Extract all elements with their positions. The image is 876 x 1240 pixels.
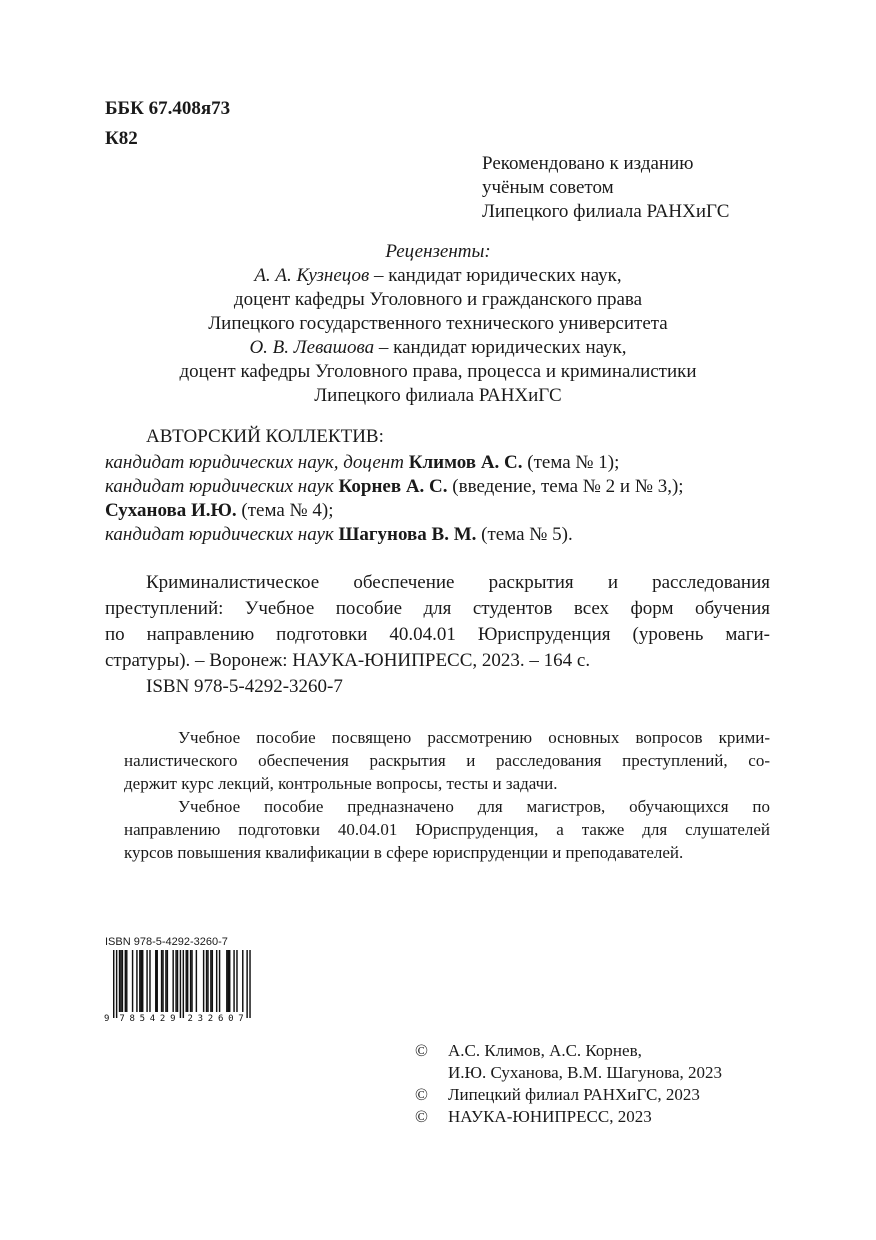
reviewer-2 [0, 337, 876, 359]
author-3 [105, 500, 334, 522]
reviewer-1-title: – кандидат юридических наук, [369, 265, 622, 286]
bbk-code: ББК 67.408я73 [105, 98, 231, 119]
reviewer-2-affiliation: Липецкого филиала РАНХиГС [314, 385, 562, 406]
barcode-bar [212, 950, 213, 1012]
barcode-bar [162, 950, 163, 1012]
barcode-bar [122, 950, 123, 1012]
barcode-bar [210, 950, 211, 1012]
barcode-icon [103, 950, 255, 1022]
barcode-bar [206, 950, 207, 1012]
barcode-digit: 5 [139, 1014, 146, 1022]
barcode-bar [119, 950, 120, 1012]
barcode-bar [207, 950, 208, 1012]
reviewers-heading: Рецензенты: [385, 241, 491, 262]
barcode-bar [136, 950, 137, 1012]
annotation-p1-line-2: налистического обеспечения раскрытия и расследования преступлений, со- [124, 751, 770, 770]
copyright-publisher: НАУКА-ЮНИПРЕСС, 2023 [448, 1107, 652, 1126]
author-2-name: Корнев А. С. [338, 476, 448, 497]
barcode-bar [113, 950, 114, 1018]
barcode-bar [139, 950, 140, 1012]
barcode-digit: 3 [197, 1014, 204, 1022]
bib-isbn: ISBN 978-5-4292-3260-7 [146, 676, 343, 697]
author-mark: К82 [105, 128, 138, 149]
barcode-bar [172, 950, 173, 1012]
barcode-digit: 9 [170, 1014, 176, 1022]
reviewer-2-position: доцент кафедры Уголовного права, процесса и криминалистики [179, 361, 697, 382]
author-3-name: Суханова И.Ю. [105, 500, 237, 521]
barcode-bar [157, 950, 158, 1012]
reviewer-1-affiliation: Липецкого государственного технического университета [208, 313, 668, 334]
barcode-bar [216, 950, 217, 1012]
barcode-bar [196, 950, 197, 1012]
barcode-bar [146, 950, 147, 1012]
author-4-topic: (тема № 5). [476, 524, 573, 545]
barcode-bar [183, 950, 184, 1018]
barcode-bar [125, 950, 126, 1012]
barcode-bar [155, 950, 156, 1012]
author-1 [105, 452, 619, 474]
recommendation-line-1: Рекомендовано к изданию [482, 153, 694, 174]
barcode-bar [132, 950, 133, 1012]
bib-line-4: стратуры). – Воронеж: НАУКА-ЮНИПРЕСС, 2023. – 164 с. [105, 650, 591, 671]
reviewer-1-position: доцент кафедры Уголовного и гражданского права [233, 289, 643, 310]
barcode-digit: 8 [129, 1014, 135, 1022]
author-2 [105, 476, 684, 498]
author-1-topic: (тема № 1); [522, 452, 620, 473]
barcode-bar [142, 950, 143, 1012]
barcode-bar [161, 950, 162, 1012]
barcode-digit: 2 [207, 1014, 214, 1022]
barcode-bar [175, 950, 176, 1012]
barcode-bar [233, 950, 234, 1012]
copyright-branch: Липецкий филиал РАНХиГС, 2023 [448, 1085, 700, 1104]
barcode-digit: 2 [187, 1014, 193, 1022]
barcode-bar [186, 950, 187, 1012]
author-4 [105, 524, 573, 546]
barcode-bar [167, 950, 168, 1012]
barcode-digit: 9 [104, 1014, 110, 1022]
author-4-name: Шагунова В. М. [338, 524, 477, 545]
author-1-degree: кандидат юридических наук, доцент [105, 452, 409, 473]
barcode-bar [177, 950, 178, 1012]
annotation-p1-line-3: держит курс лекций, контрольные вопросы, тесты и задачи. [124, 774, 558, 793]
bib-line-1: Криминалистическое обеспечение раскрытия и расследования [146, 572, 770, 593]
recommendation-line-2: учёным советом [482, 177, 614, 198]
copyright-authors-line-1: А.С. Климов, А.С. Корнев, [448, 1041, 642, 1060]
copyright-symbol-3: © [415, 1107, 428, 1126]
barcode-bar [242, 950, 243, 1012]
author-2-topic: (введение, тема № 2 и № 3,); [447, 476, 684, 497]
barcode-digit: 4 [149, 1014, 156, 1022]
barcode-bar [228, 950, 229, 1012]
bib-line-3: по направлению подготовки 40.04.01 Юриспруденция (уровень маги- [105, 624, 770, 645]
barcode-bar [203, 950, 204, 1012]
barcode-bar [126, 950, 127, 1012]
reviewer-1-name: А. А. Кузнецов [254, 265, 370, 286]
barcode-digit: 7 [119, 1014, 125, 1022]
authors-heading: АВТОРСКИЙ КОЛЛЕКТИВ: [146, 426, 384, 447]
barcode-digit: 7 [238, 1014, 244, 1022]
reviewer-2-name: О. В. Левашова [249, 337, 375, 358]
annotation-p1-line-1: Учебное пособие посвящено рассмотрению основных вопросов крими- [178, 728, 770, 747]
barcode-bar [187, 950, 188, 1012]
isbn-barcode [103, 950, 255, 1022]
barcode-bar [246, 950, 247, 1018]
author-4-degree: кандидат юридических наук [105, 524, 339, 545]
barcode-digit: 0 [228, 1014, 234, 1022]
barcode-bar [236, 950, 237, 1012]
annotation-p2-line-2: направлению подготовки 40.04.01 Юриспруденция, а также для слушателей [124, 820, 770, 839]
barcode-bar [229, 950, 230, 1012]
annotation-p2-line-1: Учебное пособие предназначено для магистров, обучающихся по [178, 797, 770, 816]
barcode-bar [180, 950, 181, 1018]
author-2-degree: кандидат юридических наук [105, 476, 339, 497]
barcode-isbn-label: ISBN 978-5-4292-3260-7 [105, 936, 228, 948]
author-1-name: Климов А. С. [408, 452, 523, 473]
recommendation-line-3: Липецкого филиала РАНХиГС [482, 201, 730, 222]
author-3-topic: (тема № 4); [236, 500, 334, 521]
copyright-authors-line-2: И.Ю. Суханова, В.М. Шагунова, 2023 [448, 1063, 723, 1082]
barcode-bar [219, 950, 220, 1012]
barcode-bar [116, 950, 117, 1018]
annotation-p2-line-3: курсов повышения квалификации в сфере юриспруденции и преподавателей. [124, 843, 684, 862]
reviewer-1 [0, 265, 876, 287]
barcode-digit: 2 [159, 1014, 166, 1022]
copyright-symbol-2: © [415, 1085, 428, 1104]
reviewer-2-title: – кандидат юридических наук, [374, 337, 627, 358]
barcode-bar [190, 950, 191, 1012]
bib-line-2: преступлений: Учебное пособие для студентов всех форм обучения [105, 598, 770, 619]
barcode-digit: 6 [218, 1014, 224, 1022]
barcode-bar [165, 950, 166, 1012]
barcode-bar [141, 950, 142, 1012]
barcode-bar [149, 950, 150, 1012]
barcode-bar [120, 950, 121, 1012]
barcode-bar [226, 950, 227, 1012]
copyright-symbol-1: © [415, 1041, 428, 1060]
barcode-bar [249, 950, 250, 1018]
barcode-bar [191, 950, 192, 1012]
